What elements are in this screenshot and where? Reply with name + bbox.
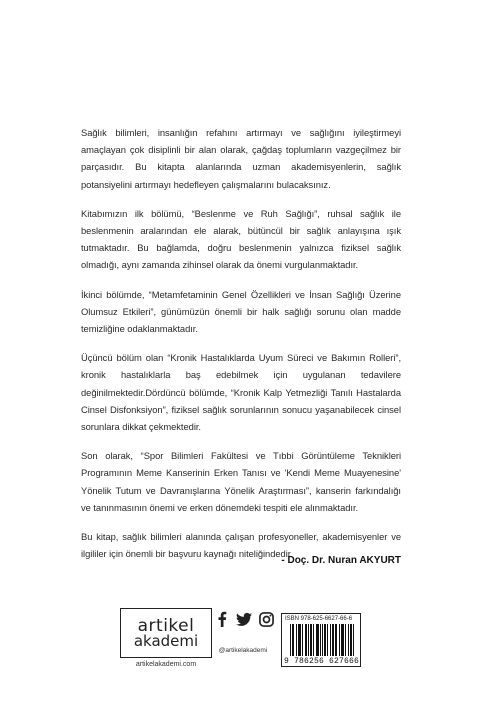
social-handle: @artikelakademi xyxy=(218,647,268,654)
barcode-bar xyxy=(292,624,293,656)
barcode-bar xyxy=(298,624,299,656)
logo-top-text: artikel xyxy=(137,615,195,636)
barcode-bar xyxy=(318,624,319,656)
barcode-bar xyxy=(311,624,312,656)
barcode-bar xyxy=(313,624,314,656)
barcode-number: 9 786256 627666 xyxy=(284,657,360,666)
barcode-bar xyxy=(343,624,344,656)
barcode-bar xyxy=(299,624,300,656)
barcode-bar xyxy=(305,624,306,656)
back-cover-text xyxy=(81,124,401,574)
paragraph-chapter-5: Son olarak, “Spor Bilimleri Fakültesi ve Tıbbi Görüntüleme Teknikleri Programının Meme Kanserinin Erken Tanısı ve 'Kendi Meme Muayenesine' Yönelik Tutum ve Davranışlarına Yönelik Araştırması”, kanserin farkındalığı ve tanınmasının önemi ve erken dönemdeki tespiti ele alınmaktadır. xyxy=(81,450,401,513)
barcode-bar xyxy=(308,624,309,656)
barcode-bar xyxy=(302,624,303,656)
paragraph-chapter-2: İkinci bölümde, “Metamfetaminin Genel Özellikleri ve İnsan Sağlığı Üzerine Olumsuz Etkileri”, günümüzün önemli bir halk sağlığı sorunu olan madde temizliğine odaklanmaktadır. xyxy=(81,288,401,335)
author-signature: - Doç. Dr. Nuran AKYURT xyxy=(281,555,401,566)
paragraph-intro: Sağlık bilimleri, insanlığın refahını artırmayı ve sağlığını iyileştirmeyi amaçlayan çok disiplinli bir alan olarak, çağdaş toplumların vazgeçilmez bir parçasıdır. Bu kitapta alanlarında uzman akademisyenlerin, sağlık potansiyelini artırmayı hedefleyen çalışmalarını bulacaksınız. xyxy=(81,127,401,190)
barcode-bar xyxy=(336,624,337,656)
barcode-bar xyxy=(350,624,351,656)
barcode-bar xyxy=(351,624,352,656)
instagram-icon xyxy=(258,611,274,627)
barcode-bar xyxy=(330,624,331,656)
paragraph-closing: Bu kitap, sağlık bilimleri alanında çalışan profesyoneller, akademisyenler ve ilgililer için önemli bir başvuru kaynağı niteliğindedir. xyxy=(81,531,401,560)
barcode-bar xyxy=(353,624,354,656)
twitter-icon xyxy=(236,611,252,627)
isbn-label: ISBN 978-625-6627-66-6 xyxy=(285,616,353,622)
barcode-bar xyxy=(341,624,342,656)
barcode-graphic xyxy=(290,624,354,656)
facebook-icon xyxy=(214,611,230,627)
barcode-bar xyxy=(290,624,291,656)
barcode-bar xyxy=(310,624,311,656)
social-icons xyxy=(214,611,274,627)
logo-bottom-text: akademi xyxy=(133,631,199,650)
paragraph-chapter-1: Kitabımızın ilk bölümü, “Beslenme ve Ruh Sağlığı”, ruhsal sağlık ile beslenmenin aralarından ele alarak, bütüncül bir sağlık anlayışına ışık tutmaktadır. Bu bağlamda, doğru beslenmenin yalnızca fiziksel sağlık olmadığı, aynı zamanda zihinsel olarak da önemi vurgulanmaktadır. xyxy=(81,207,401,271)
barcode-bar xyxy=(324,624,325,656)
barcode-bar xyxy=(316,624,317,656)
barcode-bar xyxy=(348,624,349,656)
barcode-bar xyxy=(322,624,323,656)
barcode-bar xyxy=(327,624,328,656)
barcode-bar xyxy=(296,624,297,656)
barcode-bar xyxy=(332,624,333,656)
barcode-bar xyxy=(317,624,318,656)
barcode-bar xyxy=(335,624,336,656)
publisher-website: artikelakademi.com xyxy=(135,661,197,668)
publisher-logo xyxy=(120,608,212,658)
barcode-bar xyxy=(306,624,307,656)
barcode-bar xyxy=(342,624,343,656)
barcode-bar xyxy=(333,624,334,656)
barcode-bar xyxy=(293,624,294,656)
isbn-barcode-box xyxy=(281,613,361,667)
barcode-bar xyxy=(300,624,301,656)
barcode-bar xyxy=(320,624,321,656)
barcode-bar xyxy=(325,624,326,656)
barcode-bar xyxy=(339,624,340,656)
barcode-bar xyxy=(345,624,346,656)
paragraph-chapter-3-4: Üçüncü bölüm olan “Kronik Hastalıklarda Uyum Süreci ve Bakımın Rolleri”, kronik hastalıklarla baş edebilmek için uygulanan tedavilere değinilmektedir.Dördüncü bölümde, “Kronik Kalp Yetmezliği Tanılı Hastalarda Cinsel Disfonksiyon”, fiziksel sağlık sorunlarının sonucu yaşanabilecek cinsel sorunlara dikkat çekmektedir. xyxy=(81,352,401,433)
